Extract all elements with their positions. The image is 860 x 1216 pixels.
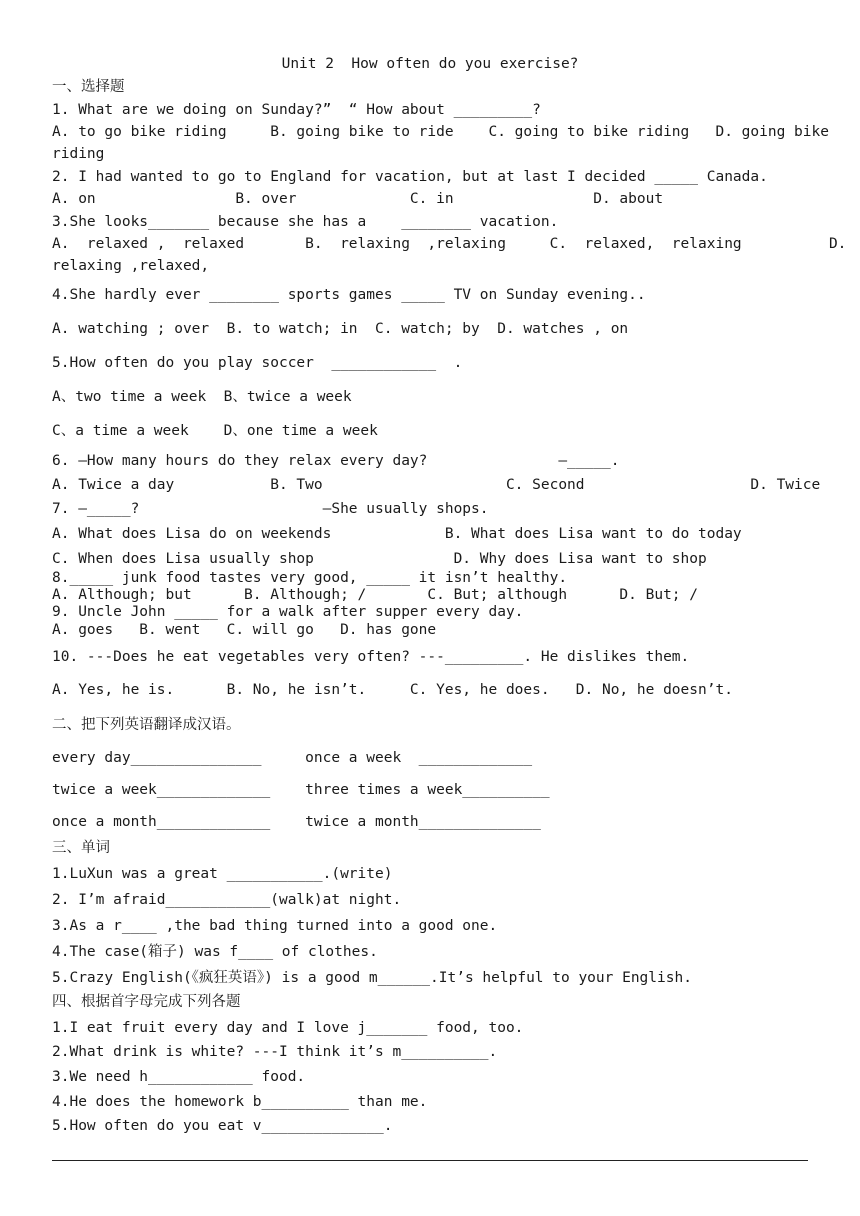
initial-q2: 2.What drink is white? ---I think it’s m__________. bbox=[52, 1044, 498, 1060]
initial-q5: 5.How often do you eat v______________. bbox=[52, 1118, 393, 1134]
q7-options-a: A. What does Lisa do on weekends B. What does Lisa want to do today bbox=[52, 526, 742, 542]
translate-row-2: twice a week_____________ three times a week__________ bbox=[52, 782, 550, 798]
q1-options: A. to go bike riding B. going bike to ride C. going to bike riding D. going bike bbox=[52, 124, 829, 140]
q2-stem: 2. I had wanted to go to England for vacation, but at last I decided _____ Canada. bbox=[52, 169, 768, 185]
q3-stem: 3.She looks_______ because she has a ________ vacation. bbox=[52, 214, 559, 230]
q10-stem: 10. ---Does he eat vegetables very often? ---_________. He dislikes them. bbox=[52, 649, 690, 665]
section-3-heading: 三、单词 bbox=[52, 840, 110, 856]
initial-q4: 4.He does the homework b__________ than me. bbox=[52, 1094, 428, 1110]
footer-rule bbox=[52, 1160, 808, 1161]
q4-stem: 4.She hardly ever ________ sports games _____ TV on Sunday evening.. bbox=[52, 287, 646, 303]
q5-options-a: A、two time a week B、twice a week bbox=[52, 389, 352, 405]
q5-options-b: C、a time a week D、one time a week bbox=[52, 423, 378, 439]
word-q2: 2. I’m afraid____________(walk)at night. bbox=[52, 892, 402, 908]
q4-options: A. watching ; over B. to watch; in C. watch; by D. watches , on bbox=[52, 321, 629, 337]
q9-stem: 9. Uncle John _____ for a walk after supper every day. bbox=[52, 604, 524, 620]
word-q1: 1.LuXun was a great ___________.(write) bbox=[52, 866, 393, 882]
q3-options: A. relaxed , relaxed B. relaxing ,relaxing C. relaxed, relaxing D. bbox=[52, 236, 847, 252]
q7-options-b: C. When does Lisa usually shop D. Why does Lisa want to shop bbox=[52, 551, 707, 567]
q8-stem: 8._____ junk food tastes very good, _____ it isn’t healthy. bbox=[52, 570, 568, 586]
section-1-heading: 一、选择题 bbox=[52, 79, 125, 95]
initial-q3: 3.We need h____________ food. bbox=[52, 1069, 306, 1085]
q1-options-cont: riding bbox=[52, 146, 105, 162]
q3-options-cont: relaxing ,relaxed, bbox=[52, 258, 210, 274]
initial-q1: 1.I eat fruit every day and I love j_______ food, too. bbox=[52, 1020, 524, 1036]
q10-options: A. Yes, he is. B. No, he isn’t. C. Yes, he does. D. No, he doesn’t. bbox=[52, 682, 733, 698]
page-title: Unit 2 How often do you exercise? bbox=[281, 56, 579, 72]
word-q5: 5.Crazy English(《疯狂英语》) is a good m______.It’s helpful to your English. bbox=[52, 970, 692, 986]
translate-row-1: every day_______________ once a week _____________ bbox=[52, 750, 533, 766]
q5-stem: 5.How often do you play soccer ____________ . bbox=[52, 355, 463, 371]
q6-stem: 6. —How many hours do they relax every day? —_____. bbox=[52, 453, 620, 469]
section-2-heading: 二、把下列英语翻译成汉语。 bbox=[52, 717, 241, 733]
q1-stem: 1. What are we doing on Sunday?” “ How about _________? bbox=[52, 102, 541, 118]
word-q4: 4.The case(箱子) was f____ of clothes. bbox=[52, 944, 378, 960]
q9-options: A. goes B. went C. will go D. has gone bbox=[52, 622, 437, 638]
q7-stem: 7. —_____? —She usually shops. bbox=[52, 501, 489, 517]
q2-options: A. on B. over C. in D. about bbox=[52, 191, 664, 207]
q6-options: A. Twice a day B. Two C. Second D. Twice bbox=[52, 477, 821, 493]
word-q3: 3.As a r____ ,the bad thing turned into a good one. bbox=[52, 918, 498, 934]
section-4-heading: 四、根据首字母完成下列各题 bbox=[52, 994, 241, 1010]
translate-row-3: once a month_____________ twice a month______________ bbox=[52, 814, 541, 830]
q8-options: A. Although; but B. Although; / C. But; although D. But; / bbox=[52, 587, 699, 603]
